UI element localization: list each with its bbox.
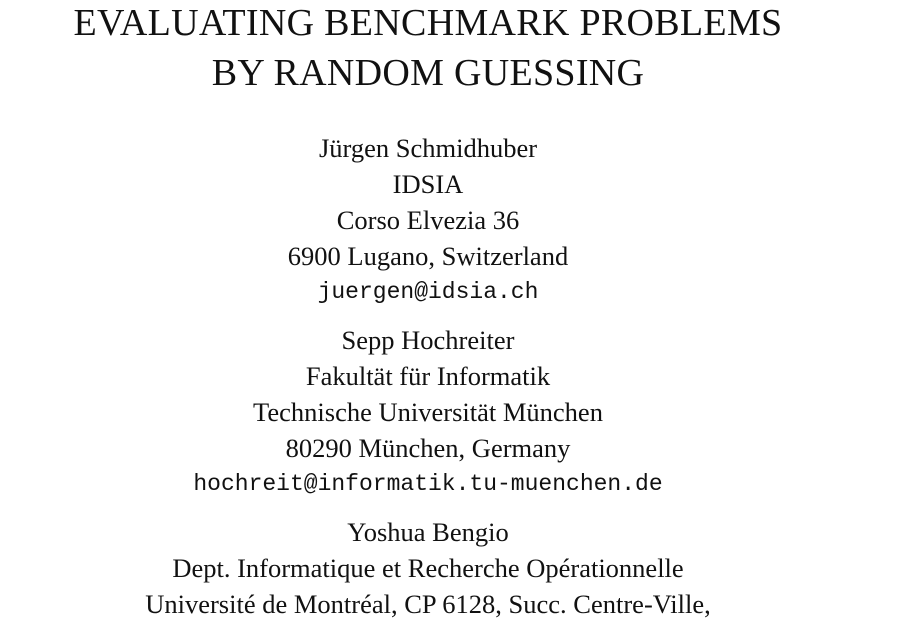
author-list: [0, 130, 856, 622]
author-name: Jürgen Schmidhuber: [318, 133, 538, 163]
author-email: juergen@idsia.ch: [317, 279, 539, 305]
author-block-bengio: [0, 514, 856, 622]
author-institution: IDSIA: [392, 169, 464, 199]
title-line-1: EVALUATING BENCHMARK PROBLEMS: [73, 2, 783, 44]
author-city: 6900 Lugano, Switzerland: [287, 241, 569, 271]
title-line-2: BY RANDOM GUESSING: [211, 52, 645, 94]
author-street: Corso Elvezia 36: [336, 205, 520, 235]
author-institution: Technische Universität München: [253, 397, 603, 427]
author-spacer: [0, 502, 856, 514]
author-block-schmidhuber: [0, 130, 856, 310]
author-name: Sepp Hochreiter: [341, 325, 515, 355]
author-block-hochreiter: [0, 322, 856, 502]
author-name: Yoshua Bengio: [347, 517, 509, 547]
author-institution: Université de Montréal, CP 6128, Succ. Centre-Ville,: [145, 589, 711, 619]
author-department: Fakultät für Informatik: [305, 361, 551, 391]
paper-title: [0, 0, 856, 98]
author-spacer: [0, 310, 856, 322]
author-email: hochreit@informatik.tu-muenchen.de: [193, 471, 663, 497]
author-department: Dept. Informatique et Recherche Opérationnelle: [172, 553, 684, 583]
author-city: 80290 München, Germany: [285, 433, 571, 463]
